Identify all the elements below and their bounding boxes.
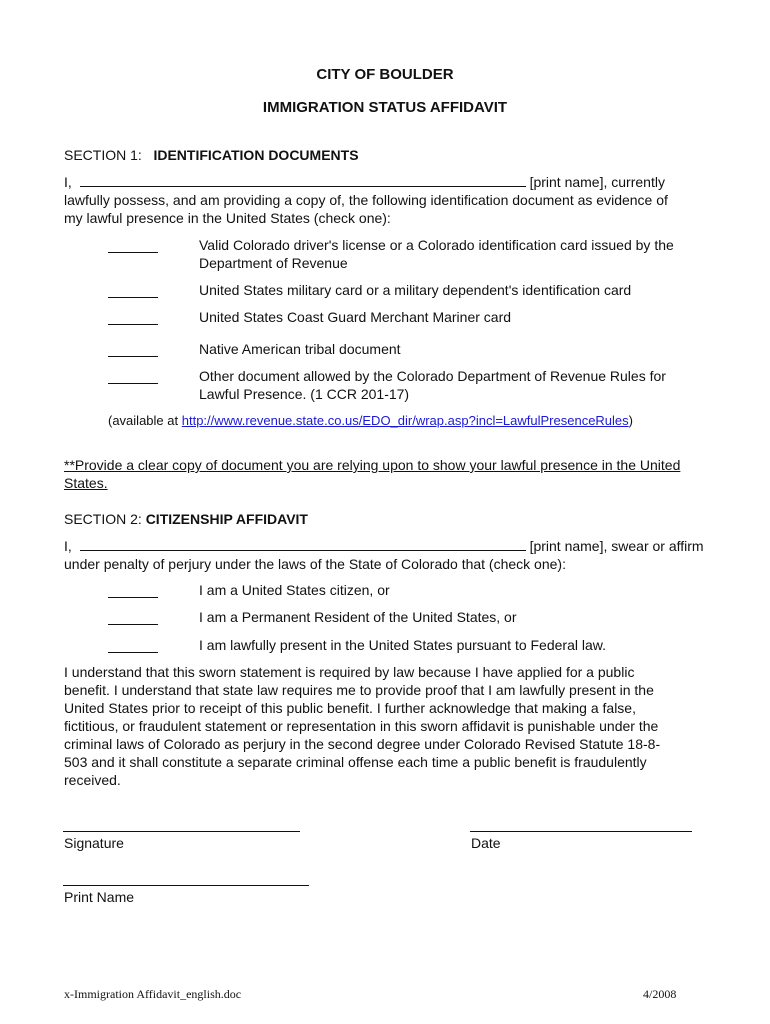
section1-option-3-label: United States Coast Guard Merchant Mariner card <box>199 309 512 325</box>
section2-intro-line1 <box>64 537 704 555</box>
section2-title: CITIZENSHIP AFFIDAVIT <box>145 511 308 527</box>
statement-line-2: benefit. I understand that state law requires me to provide proof that I am lawfully present in the <box>64 682 654 698</box>
section2-option-1-check-blank[interactable] <box>108 597 158 598</box>
available-at-note <box>108 412 633 429</box>
date-line[interactable] <box>470 831 692 832</box>
section2-print-name-field[interactable] <box>80 550 526 551</box>
section1-label: SECTION 1: <box>64 147 142 163</box>
print-name-line[interactable] <box>63 885 309 886</box>
date-label: Date <box>471 835 501 851</box>
statement-line-3: United States prior to receipt of this public benefit. I further acknowledge that making a false, <box>64 700 636 716</box>
statement-line-4: fictitious, or fraudulent statement or representation in this sworn affidavit is punishable under the <box>64 718 659 734</box>
section1-intro-line1 <box>64 173 665 191</box>
section1-title: IDENTIFICATION DOCUMENTS <box>153 147 359 163</box>
statement-line-1: I understand that this sworn statement is required by law because I have applied for a public <box>64 664 635 680</box>
section1-intro-suffix: [print name], currently <box>529 174 665 190</box>
provide-copy-note-line2: States. <box>64 475 108 491</box>
section1-intro-line3: my lawful presence in the United States (check one): <box>64 210 391 226</box>
section1-option-1-check-blank[interactable] <box>108 252 158 253</box>
section2-option-2-check-blank[interactable] <box>108 624 158 625</box>
section1-option-2-label: United States military card or a military dependent's identification card <box>199 282 632 298</box>
section2-option-3-label: I am lawfully present in the United States pursuant to Federal law. <box>199 637 606 653</box>
section2-intro-suffix: [print name], swear or affirm <box>529 538 704 554</box>
statement-line-5: criminal laws of Colorado as perjury in the second degree under Colorado Revised Statute 18-8- <box>64 736 661 752</box>
section2-label: SECTION 2: <box>64 511 142 527</box>
section1-heading <box>64 146 359 164</box>
section1-option-1-line2: Department of Revenue <box>199 255 348 271</box>
lawful-presence-rules-link[interactable]: http://www.revenue.state.co.us/EDO_dir/wrap.asp?incl=LawfulPresenceRules <box>181 413 629 428</box>
footer-date: 4/2008 <box>643 987 677 1001</box>
signature-line[interactable] <box>63 831 300 832</box>
section1-print-name-field[interactable] <box>80 186 526 187</box>
section2-intro-prefix: I, <box>64 538 72 554</box>
document-city-title: CITY OF BOULDER <box>316 66 454 83</box>
available-prefix: (available at <box>108 413 179 428</box>
section1-option-5-line2: Lawful Presence. (1 CCR 201-17) <box>199 386 410 402</box>
section2-option-3-check-blank[interactable] <box>108 652 158 653</box>
section1-intro-line2: lawfully possess, and am providing a copy of, the following identification document as evidence of <box>64 192 668 208</box>
section1-option-2-check-blank[interactable] <box>108 297 158 298</box>
section1-option-5-check-blank[interactable] <box>108 383 158 384</box>
document-form-title: IMMIGRATION STATUS AFFIDAVIT <box>262 99 508 116</box>
section1-option-5-line1: Other document allowed by the Colorado Department of Revenue Rules for <box>199 368 666 384</box>
signature-label: Signature <box>64 835 124 851</box>
statement-line-6: 503 and it shall constitute a separate criminal offense each time a public benefit is fraudulently <box>64 754 647 770</box>
print-name-label: Print Name <box>64 889 135 905</box>
section1-intro-prefix: I, <box>64 174 72 190</box>
statement-line-7: received. <box>64 772 121 788</box>
section1-option-4-check-blank[interactable] <box>108 356 158 357</box>
available-suffix: ) <box>628 413 633 428</box>
section1-option-1-line1: Valid Colorado driver's license or a Colorado identification card issued by the <box>199 237 674 253</box>
section2-intro-line2: under penalty of perjury under the laws of the State of Colorado that (check one): <box>64 556 566 572</box>
provide-copy-note-line1: **Provide a clear copy of document you are relying upon to show your lawful presence in the United <box>64 457 681 473</box>
section2-option-1-label: I am a United States citizen, or <box>199 582 390 598</box>
section1-option-3-check-blank[interactable] <box>108 324 158 325</box>
section2-option-2-label: I am a Permanent Resident of the United States, or <box>199 609 517 625</box>
footer-filename: x-Immigration Affidavit_english.doc <box>64 987 242 1001</box>
section1-option-4-label: Native American tribal document <box>199 341 401 357</box>
section2-heading <box>64 510 308 528</box>
